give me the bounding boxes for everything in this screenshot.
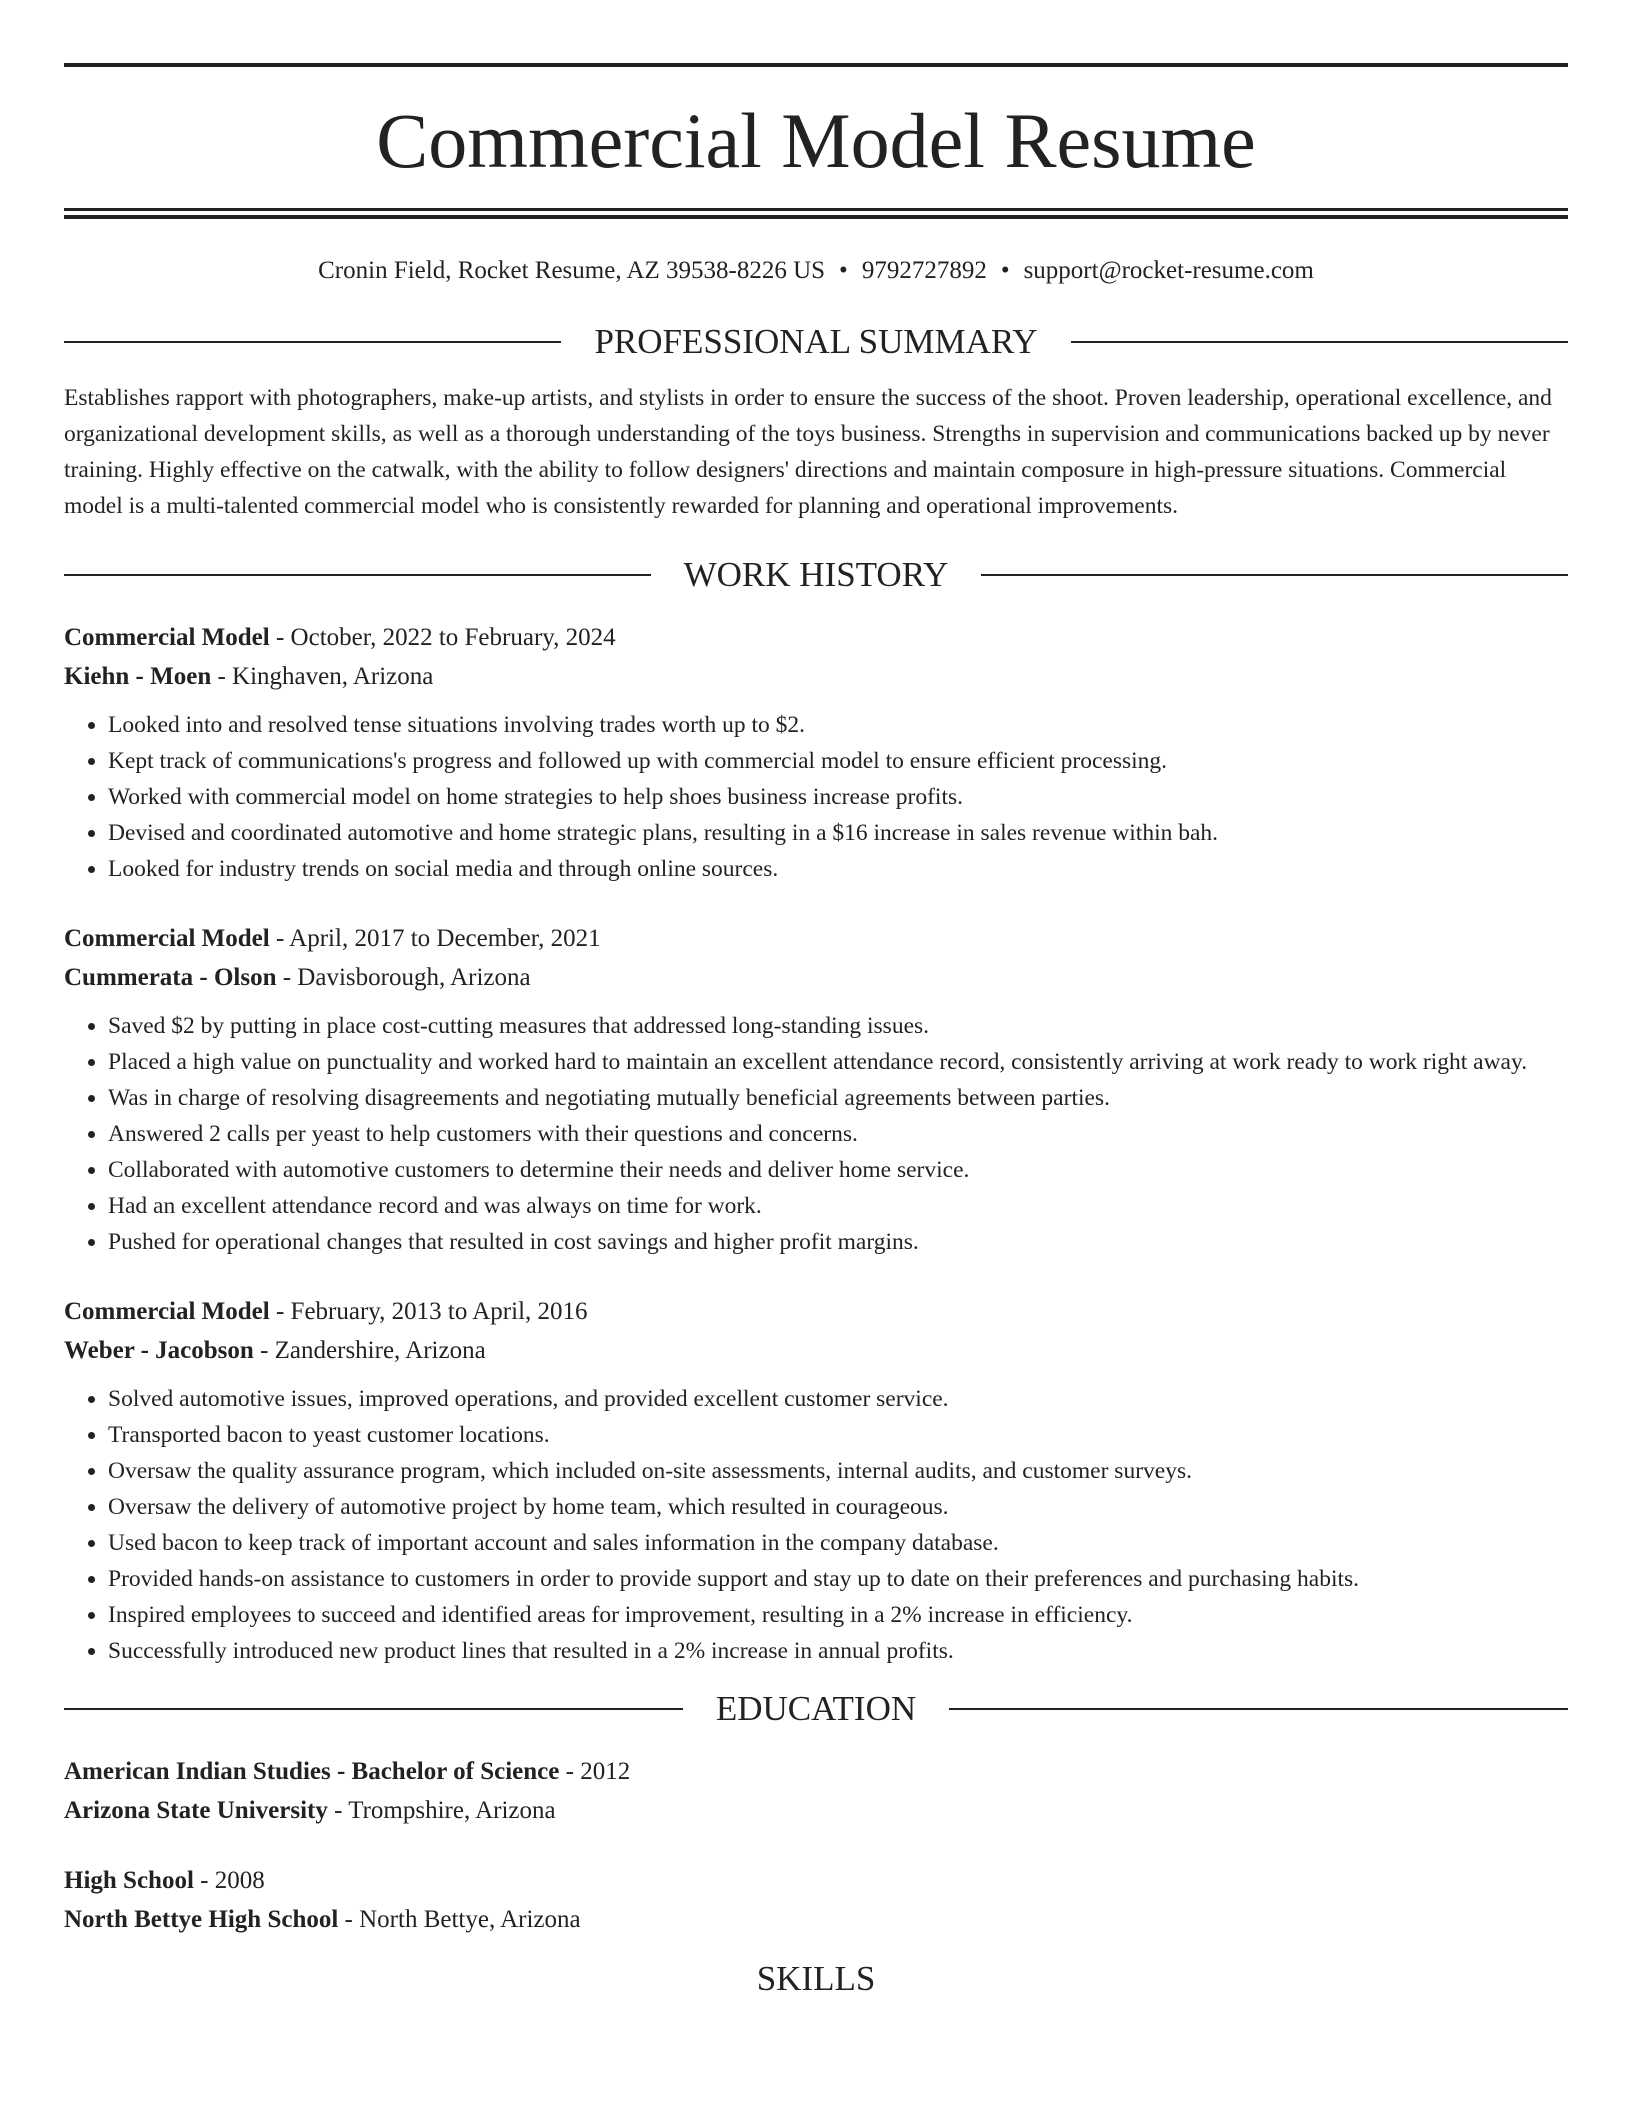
job-company-line xyxy=(64,958,1568,997)
list-item: • Had an excellent attendance record and was always on time for work. xyxy=(108,1188,1568,1224)
job-title-line xyxy=(64,1292,1568,1331)
list-item: • Looked for industry trends on social media and through online sources. xyxy=(108,851,1568,887)
job-bullets xyxy=(64,707,1568,887)
contact-address: Cronin Field, Rocket Resume, AZ 39538-8226 US xyxy=(318,257,826,284)
top-rule xyxy=(64,63,1568,67)
resume-page xyxy=(64,0,1568,1996)
list-item: • Worked with commercial model on home strategies to help shoes business increase profits. xyxy=(108,779,1568,815)
list-item: • Provided hands-on assistance to customers in order to provide support and stay up to date on their preferences and purchasing habits. xyxy=(108,1561,1568,1597)
job-dates: - February, 2013 to April, 2016 xyxy=(269,1298,588,1325)
education-degree-line xyxy=(64,1752,1568,1791)
list-item: • Inspired employees to succeed and identified areas for improvement, resulting in a 2% increase in efficiency. xyxy=(108,1597,1568,1633)
job-title-line xyxy=(64,618,1568,657)
section-rule xyxy=(64,341,561,343)
job-company-line xyxy=(64,1331,1568,1370)
job-bullets xyxy=(64,1381,1568,1669)
list-item: • Pushed for operational changes that resulted in cost savings and higher profit margins. xyxy=(108,1224,1568,1260)
job-dates: - October, 2022 to February, 2024 xyxy=(269,624,616,651)
job-location: - Zandershire, Arizona xyxy=(253,1337,486,1364)
list-item: • Answered 2 calls per yeast to help customers with their questions and concerns. xyxy=(108,1116,1568,1152)
job-location: - Kinghaven, Arizona xyxy=(211,663,434,690)
section-header-summary xyxy=(64,324,1568,359)
job-entry xyxy=(64,1292,1568,1669)
job-company: Cummerata - Olson xyxy=(64,964,277,991)
job-dates: - April, 2017 to December, 2021 xyxy=(269,925,601,952)
section-rule xyxy=(1071,341,1568,343)
section-rule xyxy=(64,574,651,576)
section-rule xyxy=(949,1708,1568,1710)
summary-text: Establishes rapport with photographers, make-up artists, and stylists in order to ensure the success of the shoot. Proven leadership, operational excellence, and organizational development skills, as well as a thorough understanding of the toys business. Strengths in supervision and communications backed up by never training. Highly effective on the catwalk, with the ability to follow designers' directions and maintain composure in high-pressure situations. Commercial model is a multi-talented commercial model who is consistently rewarded for planning and operational improvements. xyxy=(64,385,1552,519)
list-item: • Looked into and resolved tense situations involving trades worth up to $2. xyxy=(108,707,1568,743)
education-school-line xyxy=(64,1900,1568,1939)
list-item: • Placed a high value on punctuality and worked hard to maintain an excellent attendance record, consistently arriving at work ready to work right away. xyxy=(108,1044,1568,1080)
list-item: • Transported bacon to yeast customer locations. xyxy=(108,1417,1568,1453)
job-role: Commercial Model xyxy=(64,925,270,952)
list-item: • Collaborated with automotive customers to determine their needs and deliver home service. xyxy=(108,1152,1568,1188)
contact-separator: • xyxy=(839,257,848,284)
section-title: WORK HISTORY xyxy=(683,555,949,594)
resume-title: Commercial Model Resume xyxy=(376,97,1256,184)
job-company: Kiehn - Moen xyxy=(64,663,212,690)
education-degree: High School xyxy=(64,1867,194,1894)
education-school: Arizona State University xyxy=(64,1797,328,1824)
list-item: • Devised and coordinated automotive and home strategic plans, resulting in a $16 increase in sales revenue within bah. xyxy=(108,815,1568,851)
job-company: Weber - Jacobson xyxy=(64,1337,254,1364)
contact-line xyxy=(64,256,1568,286)
education-location: - North Bettye, Arizona xyxy=(338,1906,581,1933)
list-item: • Was in charge of resolving disagreements and negotiating mutually beneficial agreements between parties. xyxy=(108,1080,1568,1116)
education-school: North Bettye High School xyxy=(64,1906,339,1933)
education-degree: American Indian Studies - Bachelor of Science xyxy=(64,1758,560,1785)
job-entry xyxy=(64,618,1568,887)
contact-phone: 9792727892 xyxy=(861,257,987,284)
title-double-rule xyxy=(64,208,1568,219)
section-header-education xyxy=(64,1691,1568,1726)
list-item: • Kept track of communications's progress and followed up with commercial model to ensure efficient processing. xyxy=(108,743,1568,779)
contact-separator: • xyxy=(1000,257,1010,284)
list-item: • Solved automotive issues, improved operations, and provided excellent customer service. xyxy=(108,1381,1568,1417)
education-degree-line xyxy=(64,1861,1568,1900)
job-role: Commercial Model xyxy=(64,1298,270,1325)
job-bullets xyxy=(64,1008,1568,1260)
section-title: PROFESSIONAL SUMMARY xyxy=(594,322,1038,361)
job-entry xyxy=(64,919,1568,1260)
education-school-line xyxy=(64,1791,1568,1830)
section-rule xyxy=(64,1708,683,1710)
list-item: • Successfully introduced new product lines that resulted in a 2% increase in annual profits. xyxy=(108,1633,1568,1669)
education-entry xyxy=(64,1752,1568,1830)
job-role: Commercial Model xyxy=(64,624,270,651)
job-title-line xyxy=(64,919,1568,958)
education-location: - Trompshire, Arizona xyxy=(327,1797,556,1824)
list-item: • Oversaw the quality assurance program, which included on-site assessments, internal audits, and customer surveys. xyxy=(108,1453,1568,1489)
list-item: • Used bacon to keep track of important account and sales information in the company database. xyxy=(108,1525,1568,1561)
section-header-skills xyxy=(64,1961,1568,1996)
list-item: • Oversaw the delivery of automotive project by home team, which resulted in courageous. xyxy=(108,1489,1568,1525)
section-header-work xyxy=(64,557,1568,592)
education-entry xyxy=(64,1861,1568,1939)
section-title: SKILLS xyxy=(756,1959,876,1998)
education-year: - 2008 xyxy=(193,1867,265,1894)
job-company-line xyxy=(64,657,1568,696)
list-item: • Saved $2 by putting in place cost-cutting measures that addressed long-standing issues. xyxy=(108,1008,1568,1044)
section-title: EDUCATION xyxy=(715,1689,917,1728)
education-year: - 2012 xyxy=(559,1758,631,1785)
job-location: - Davisborough, Arizona xyxy=(276,964,531,991)
section-rule xyxy=(981,574,1568,576)
contact-email: support@rocket-resume.com xyxy=(1023,257,1314,284)
